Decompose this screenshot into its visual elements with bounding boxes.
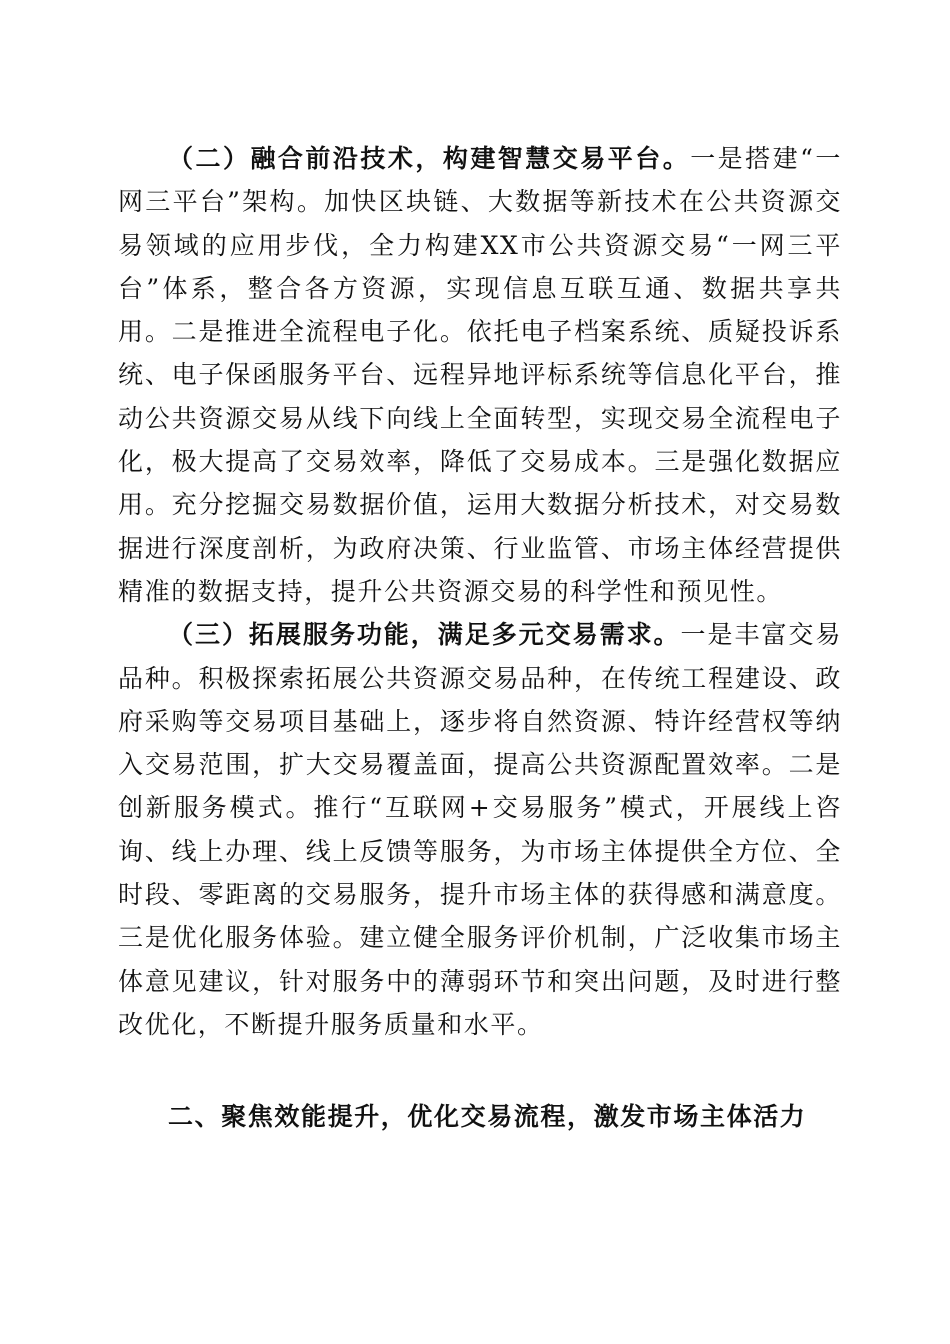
section-heading: 二、聚焦效能提升，优化交易流程，激发市场主体活力 <box>168 1102 807 1131</box>
body-text <box>118 137 842 1046</box>
paragraph-body-3: 一是丰富交易品种。积极探索拓展公共资源交易品种，在传统工程建设、政府采购等交易项目基础上，逐步将自然资源、特许经营权等纳入交易范围，扩大交易覆盖面，提高公共资源配置效率。二是创新服务模式。推行“互联网+交易服务”模式，开展线上咨询、线上办理、线上反馈等服务，为市场主体提供全方位、全时段、零距离的交易服务，提升市场主体的获得感和满意度。三是优化服务体验。建立健全服务评价机制，广泛收集市场主体意见建议，针对服务中的薄弱环节和突出问题，及时进行整改优化，不断提升服务质量和水平。 <box>118 620 842 1039</box>
paragraph-2 <box>118 137 842 613</box>
subsection-heading-2: （二）融合前沿技术，构建智慧交易平台。 <box>168 144 691 173</box>
paragraph-3 <box>118 613 842 1046</box>
subsection-heading-3: （三）拓展服务功能，满足多元交易需求。 <box>168 620 681 650</box>
paragraph-body-2: 一是搭建“一网三平台”架构。加快区块链、大数据等新技术在公共资源交易领域的应用步伐，全力构建XX市公共资源交易“一网三平台”体系，整合各方资源，实现信息互联互通、数据共享共用。二是推进全流程电子化。依托电子档案系统、质疑投诉系统、电子保函服务平台、远程异地评标系统等信息化平台，推动公共资源交易从线下向线上全面转型，实现交易全流程电子化，极大提高了交易效率，降低了交易成本。三是强化数据应用。充分挖掘交易数据价值，运用大数据分析技术，对交易数据进行深度剖析，为政府决策、行业监管、市场主体经营提供精准的数据支持，提升公共资源交易的科学性和预见性。 <box>118 144 842 606</box>
